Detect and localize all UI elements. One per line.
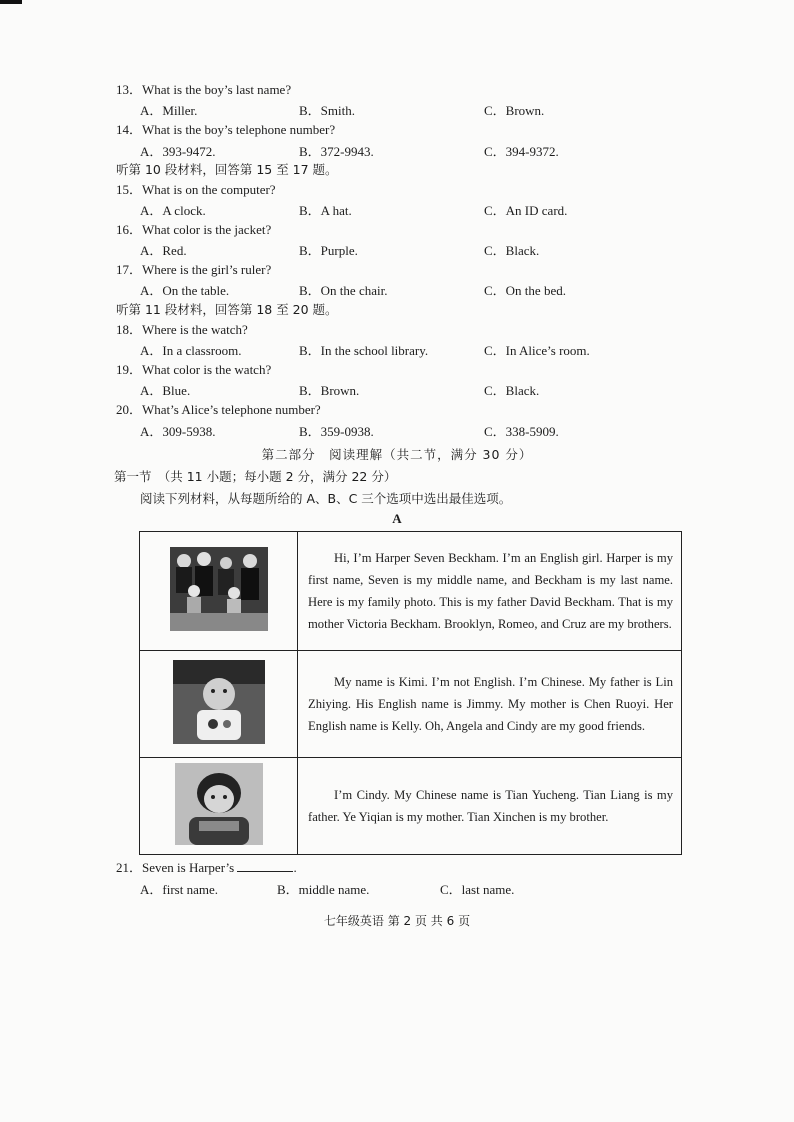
question-15-options: [0, 201, 794, 221]
question-stem-end: .: [293, 860, 297, 875]
question-20: [0, 400, 794, 420]
option-c[interactable]: C．Brown.: [484, 103, 545, 118]
option-a[interactable]: A．On the table.: [140, 283, 230, 298]
section-note-text: 听第 10 段材料，回答第 15 至 17 题。: [116, 162, 338, 177]
option-c[interactable]: C．An ID card.: [484, 203, 568, 218]
reading-row-harper: [140, 532, 682, 651]
option-c[interactable]: C．338-5909.: [484, 424, 559, 439]
question-stem: 16．What color is the jacket?: [116, 222, 272, 237]
option-b[interactable]: B．Brown.: [299, 383, 360, 398]
passage-text: Hi, I’m Harper Seven Beckham. I’m an English girl. Harper is my first name, Seven is my middle name, and Beckham is my last name. Here is my family photo. This is my father David Beckham. That is my mother Victoria Beckham. Brooklyn, Romeo, and Cruz are my brothers.: [298, 532, 682, 651]
option-b[interactable]: B．372-9943.: [299, 144, 374, 159]
option-c[interactable]: C．Black.: [484, 383, 540, 398]
option-b[interactable]: B．On the chair.: [299, 283, 388, 298]
question-15: [0, 180, 794, 200]
kimi-photo: [173, 660, 265, 744]
question-18-options: [0, 341, 794, 361]
option-b[interactable]: B．Smith.: [299, 103, 355, 118]
reading-table: [139, 531, 682, 855]
instruction-text: 阅读下列材料，从每题所给的 A、B、C 三个选项中选出最佳选项。: [140, 491, 512, 506]
option-a[interactable]: A．A clock.: [140, 203, 206, 218]
scan-corner-mark: [0, 0, 22, 4]
question-stem: 15．What is on the computer?: [116, 182, 276, 197]
question-17-options: [0, 281, 794, 301]
question-21-options: [0, 880, 794, 900]
reading-row-cindy: [140, 758, 682, 855]
option-a[interactable]: A．309-5938.: [140, 424, 216, 439]
question-stem: 17．Where is the girl’s ruler?: [116, 262, 272, 277]
option-c[interactable]: C．In Alice’s room.: [484, 343, 590, 358]
question-14: [0, 120, 794, 140]
passage-label-text: A: [392, 511, 402, 526]
option-a[interactable]: A．Red.: [140, 243, 187, 258]
option-a[interactable]: A．Blue.: [140, 383, 191, 398]
question-stem: 14．What is the boy’s telephone number?: [116, 122, 336, 137]
option-c[interactable]: C．On the bed.: [484, 283, 566, 298]
answer-blank: [237, 859, 293, 872]
question-stem: 18．Where is the watch?: [116, 322, 248, 337]
option-c[interactable]: C．last name.: [440, 882, 515, 897]
part-two-title: 第二部分 阅读理解（共二节，满分 30 分）: [261, 447, 533, 462]
question-stem: 20．What’s Alice’s telephone number?: [116, 402, 321, 417]
section-note-text: 听第 11 段材料，回答第 18 至 20 题。: [116, 302, 338, 317]
question-stem: 13．What is the boy’s last name?: [116, 82, 292, 97]
question-stem: [116, 858, 297, 878]
option-b[interactable]: B．Purple.: [299, 243, 358, 258]
question-stem: 19．What color is the watch?: [116, 362, 272, 377]
question-14-options: [0, 142, 794, 162]
passage-text: My name is Kimi. I’m not English. I’m Chinese. My father is Lin Zhiying. His English name is Jimmy. My mother is Chen Ruoyi. Her English name is Kelly. Oh, Angela and Cindy are my good friends.: [298, 651, 682, 758]
instruction: [0, 489, 794, 509]
reading-row-kimi: [140, 651, 682, 758]
photo-cell: [140, 758, 298, 855]
question-18: [0, 320, 794, 340]
question-13: [0, 80, 794, 100]
photo-cell: [140, 651, 298, 758]
passage-label: [0, 509, 794, 529]
section-one-heading: [0, 467, 794, 487]
question-13-options: [0, 101, 794, 121]
section-note: [0, 160, 794, 180]
option-c[interactable]: C．394-9372.: [484, 144, 559, 159]
question-19-options: [0, 381, 794, 401]
question-16: [0, 220, 794, 240]
option-a[interactable]: A．first name.: [140, 882, 218, 897]
option-b[interactable]: B．A hat.: [299, 203, 352, 218]
option-b[interactable]: B．359-0938.: [299, 424, 374, 439]
question-21: [0, 858, 794, 878]
option-a[interactable]: A．In a classroom.: [140, 343, 242, 358]
option-a[interactable]: A．Miller.: [140, 103, 198, 118]
option-b[interactable]: B．middle name.: [277, 882, 370, 897]
page-footer: 七年级英语 第 2 页 共 6 页: [323, 914, 471, 928]
question-stem-text: 21．Seven is Harper’s: [116, 860, 235, 875]
option-c[interactable]: C．Black.: [484, 243, 540, 258]
section-one-text: 第一节 （共 11 小题；每小题 2 分，满分 22 分）: [114, 469, 397, 484]
question-17: [0, 260, 794, 280]
photo-cell: [140, 532, 298, 651]
section-note: [0, 300, 794, 320]
cindy-photo: [175, 763, 263, 845]
option-b[interactable]: B．In the school library.: [299, 343, 429, 358]
question-16-options: [0, 241, 794, 261]
passage-text: I’m Cindy. My Chinese name is Tian Yucheng. Tian Liang is my father. Ye Yiqian is my mother. Tian Xinchen is my brother.: [298, 758, 682, 855]
question-19: [0, 360, 794, 380]
question-20-options: [0, 422, 794, 442]
option-a[interactable]: A．393-9472.: [140, 144, 216, 159]
family-photo: [170, 547, 268, 631]
